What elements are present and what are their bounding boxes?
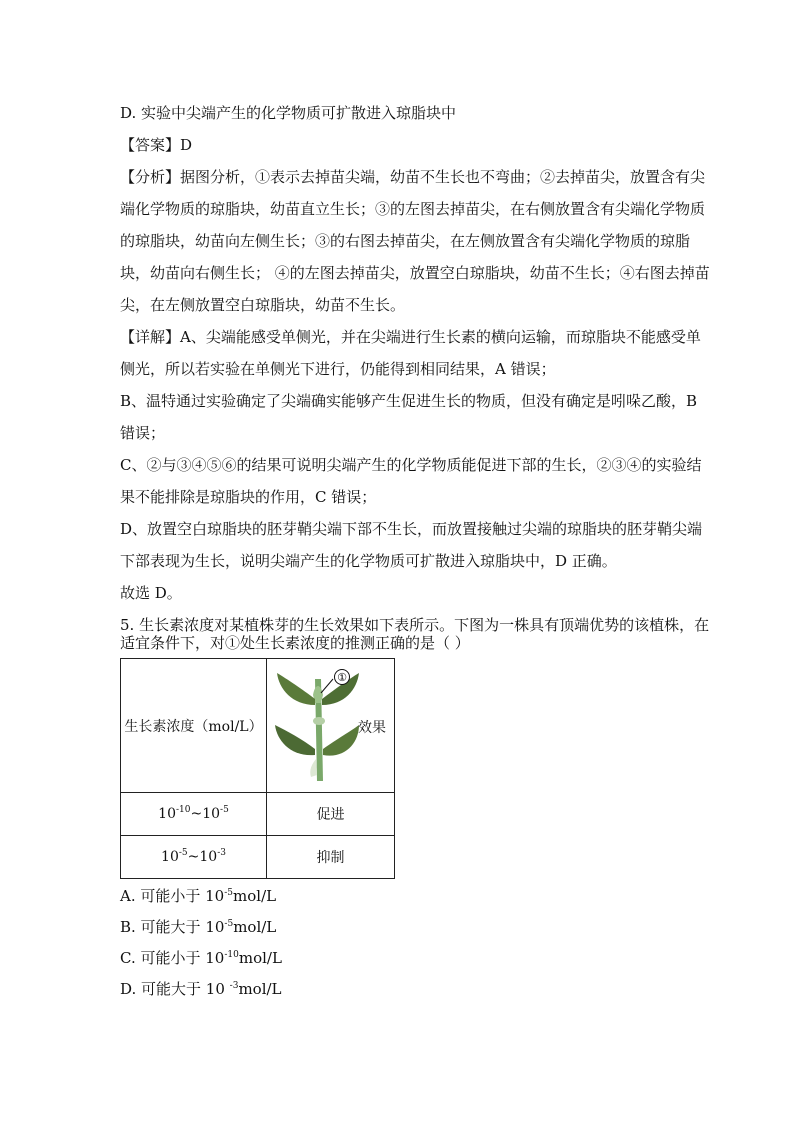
analysis-line: 的琼脂块，幼苗向左侧生长；③的右图去掉苗尖，在左侧放置含有尖端化学物质的琼脂 xyxy=(120,232,691,250)
effect-value: 促进 xyxy=(267,793,395,836)
header-concentration: 生长素浓度（mol/L） xyxy=(121,659,267,793)
detail-line: D、放置空白琼脂块的胚芽鞘尖端下部不生长，而放置接触过尖端的琼脂块的胚芽鞘尖端 xyxy=(120,520,703,538)
concentration-range: $10^{-5}\sim 10^{-3}$ xyxy=(121,836,267,879)
answer-line: 【答案】D xyxy=(120,136,193,154)
analysis-line: 端化学物质的琼脂块，幼苗直立生长；③的左图去掉苗尖，在右侧放置含有尖端化学物质 xyxy=(120,200,706,218)
detail-line: 故选 D。 xyxy=(120,584,182,602)
header-effect: 效果 xyxy=(358,720,386,736)
analysis-line: 块，幼苗向右侧生长； ④的左图去掉苗尖，放置空白琼脂块，幼苗不生长；④右图去掉苗 xyxy=(120,264,710,282)
detail-line: C、②与③④⑤⑥的结果可说明尖端产生的化学物质能促进下部的生长，②③④的实验结 xyxy=(120,456,702,474)
figure-cell xyxy=(267,659,395,793)
option-a: A. 可能小于 $10^{-5}mol/L$ xyxy=(120,887,277,905)
prev-option-d: D. 实验中尖端产生的化学物质可扩散进入琼脂块中 xyxy=(120,104,457,122)
question-5-stem: 5. 生长素浓度对某植株芽的生长效果如下表所示。下图为一株具有顶端优势的该植株，在 xyxy=(120,616,710,634)
figure-marker: ① xyxy=(337,671,347,684)
detail-line: 下部表现为生长，说明尖端产生的化学物质可扩散进入琼脂块中，D 正确。 xyxy=(120,552,617,570)
option-b: B. 可能大于 $10^{-5}mol/L$ xyxy=(120,918,277,936)
concentration-range: $10^{-10}\sim 10^{-5}$ xyxy=(121,793,267,836)
table-header-row xyxy=(121,659,395,793)
detail-line: 侧光，所以若实验在单侧光下进行，仍能得到相同结果，A 错误； xyxy=(120,360,556,378)
detail-line: 【详解】A、尖端能感受单侧光，并在尖端进行生长素的横向运输，而琼脂块不能感受单 xyxy=(120,328,701,346)
analysis-line: 【分析】据图分析，①表示去掉苗尖端，幼苗不生长也不弯曲；②去掉苗尖，放置含有尖 xyxy=(120,168,706,186)
detail-line: B、温特通过实验确定了尖端确实能够产生促进生长的物质，但没有确定是吲哚乙酸，B xyxy=(120,392,698,410)
detail-line: 错误； xyxy=(120,424,166,442)
option-d: D. 可能大于 10 $^{-3}$mol/L xyxy=(120,980,282,998)
table-row xyxy=(121,793,395,836)
growth-table xyxy=(120,658,395,879)
detail-line: 果不能排除是琼脂块的作用，C 错误； xyxy=(120,488,377,506)
option-c: C. 可能小于 $10^{-10}mol/L$ xyxy=(120,949,282,967)
question-5-stem: 适宜条件下，对①处生长素浓度的推测正确的是（ ） xyxy=(120,634,470,652)
analysis-line: 尖，在左侧放置空白琼脂块，幼苗不生长。 xyxy=(120,296,406,314)
effect-value: 抑制 xyxy=(267,836,395,879)
table-row xyxy=(121,836,395,879)
